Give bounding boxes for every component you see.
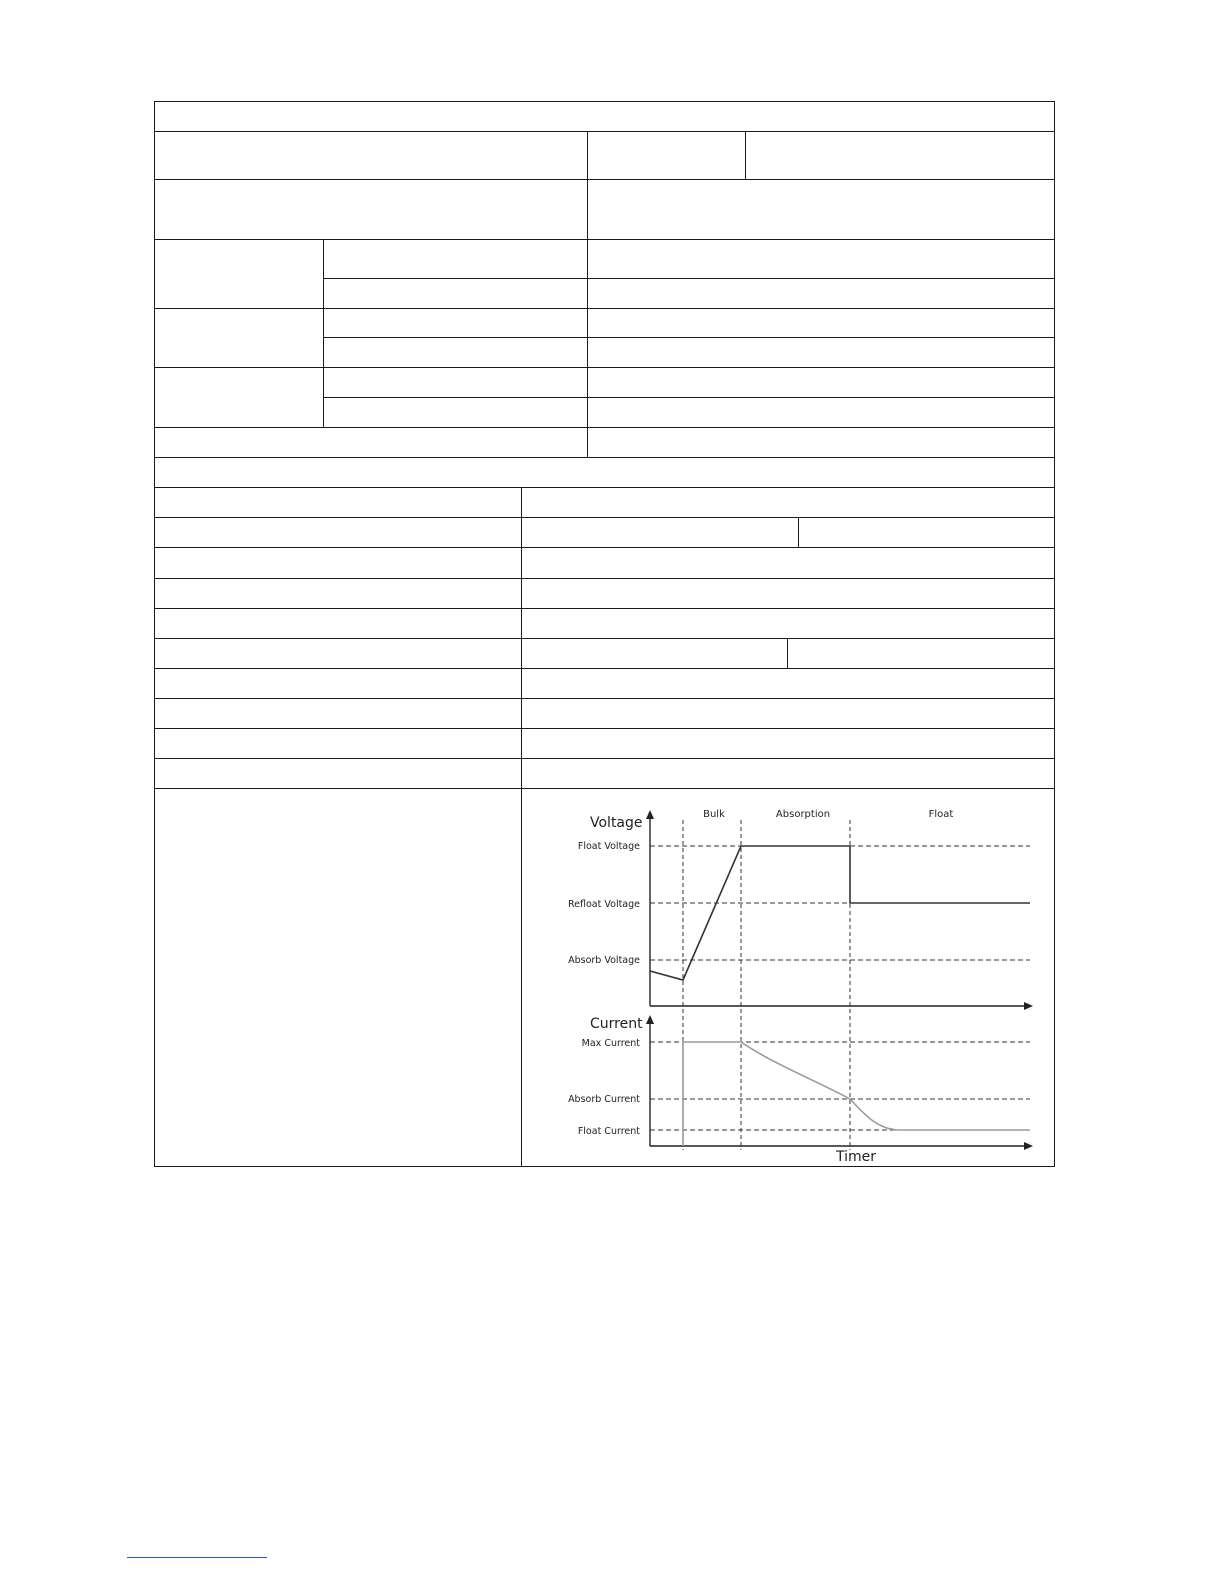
phase-label-bulk: Bulk	[703, 809, 725, 820]
level-refloat-voltage: Refloat Voltage	[567, 899, 640, 910]
table-row-border	[323, 278, 1055, 279]
table-column-border	[798, 517, 799, 548]
current-curve	[683, 1042, 1030, 1146]
level-float-current: Float Current	[577, 1126, 640, 1137]
voltage-x-arrow	[1024, 1002, 1033, 1010]
level-absorb-current: Absorb Current	[568, 1094, 640, 1105]
phase-label-absorption: Absorption	[775, 809, 831, 820]
current-x-arrow	[1024, 1142, 1033, 1150]
table-row-border	[323, 397, 1055, 398]
table-left-border	[154, 101, 155, 1167]
level-max-current: Max Current	[581, 1038, 640, 1049]
table-row-border	[154, 578, 1055, 579]
table-right-border	[1054, 101, 1055, 1167]
table-row-border	[154, 487, 1055, 488]
table-row-border	[154, 179, 1055, 180]
table-column-border	[787, 638, 788, 669]
table-row-border	[154, 457, 1055, 458]
table-row-border	[154, 638, 1055, 639]
table-column-border	[745, 131, 746, 180]
table-row-border	[154, 427, 1055, 428]
table-row-border	[154, 131, 1055, 132]
current-y-arrow	[646, 1015, 654, 1024]
level-absorb-voltage: Absorb Voltage	[568, 955, 640, 966]
table-row-border	[154, 668, 1055, 669]
table-row-border	[154, 758, 1055, 759]
table-row-border	[154, 547, 1055, 548]
table-row-border	[154, 608, 1055, 609]
table-column-border	[587, 131, 588, 458]
timer-axis-label: Timer	[836, 1149, 877, 1165]
voltage-y-arrow	[646, 810, 654, 819]
table-row-border	[154, 239, 1055, 240]
table-row-border	[154, 728, 1055, 729]
voltage-axis-label: Voltage	[590, 815, 643, 831]
table-top-border	[154, 101, 1055, 102]
table-row-border	[323, 337, 1055, 338]
footer-link-rule	[127, 1557, 267, 1558]
table-row-border	[154, 308, 1055, 309]
current-axis-label: Current	[590, 1016, 643, 1032]
table-column-border	[521, 487, 522, 1167]
table-row-border	[154, 517, 1055, 518]
phase-label-float: Float	[928, 809, 954, 820]
table-row-border	[154, 367, 1055, 368]
table-column-border	[323, 239, 324, 428]
table-row-border	[154, 788, 1055, 789]
level-float-voltage: Float Voltage	[577, 841, 640, 852]
table-row-border	[154, 698, 1055, 699]
charging-curve-diagram	[560, 800, 1040, 1170]
